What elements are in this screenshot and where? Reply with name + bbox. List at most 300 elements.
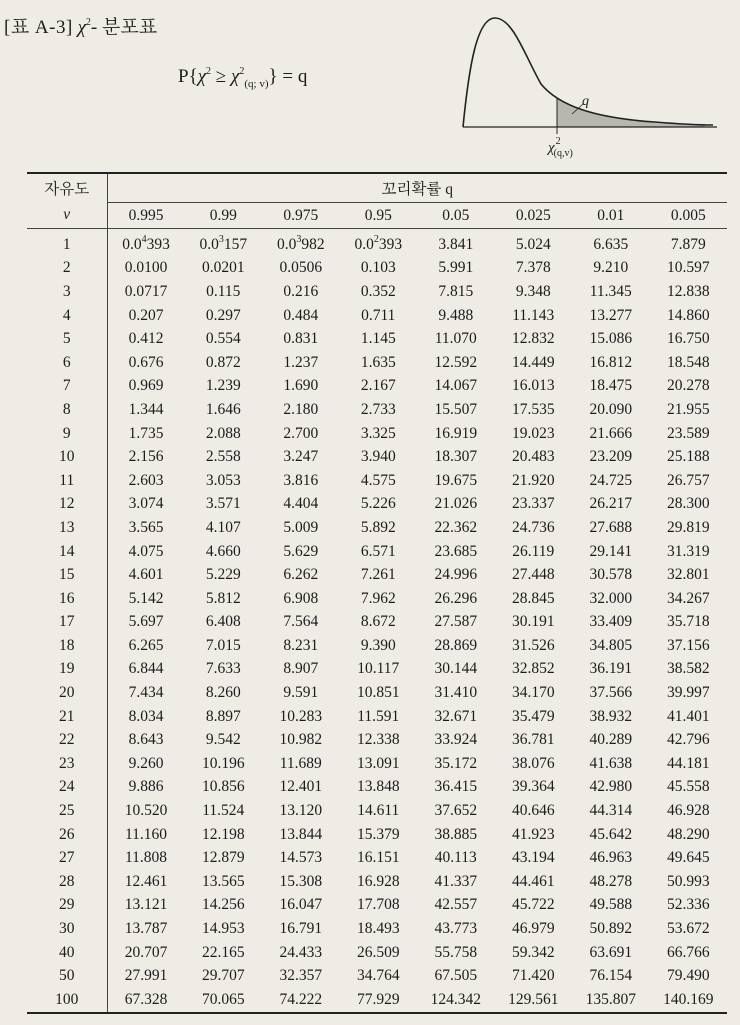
value-cell: 11.808 — [124, 849, 168, 867]
value-cell: 10.283 — [279, 707, 323, 725]
value-cell: 3.074 — [128, 495, 164, 513]
table-row — [27, 257, 727, 281]
value-cell: 30.191 — [511, 613, 555, 631]
table-row — [27, 611, 727, 635]
value-cell: 36.415 — [434, 778, 478, 796]
value-cell: 23.209 — [589, 448, 633, 466]
value-cell: 14.067 — [434, 377, 478, 395]
value-cell: 8.643 — [128, 731, 164, 749]
value-cell: 20.483 — [511, 448, 555, 466]
value-base: 5.024 — [515, 235, 551, 253]
value-cell: 49.588 — [589, 896, 633, 914]
value-cell: 45.722 — [511, 896, 555, 914]
value-cell: 1.237 — [283, 353, 319, 371]
value-cell: 38.932 — [589, 707, 633, 725]
value-exponent: 3 — [218, 233, 224, 245]
value-cell: 15.379 — [356, 825, 400, 843]
value-cell: 0.484 — [283, 306, 319, 324]
dof-cell: 9 — [27, 422, 107, 446]
value-cell: 67.505 — [434, 967, 478, 985]
value-cell: 11.143 — [512, 306, 555, 324]
value-cell: 9.591 — [283, 684, 319, 702]
value-cell — [650, 229, 728, 257]
value-cell: 52.336 — [666, 896, 710, 914]
value-cell: 46.979 — [511, 920, 555, 938]
value-cell: 13.565 — [201, 872, 245, 890]
value-base: 7.879 — [670, 235, 706, 253]
value-cell: 0.711 — [361, 306, 396, 324]
dof-cell: 18 — [27, 634, 107, 658]
value-cell: 8.897 — [205, 707, 241, 725]
value-base: 0.0 — [354, 235, 374, 253]
value-cell: 124.342 — [417, 988, 495, 1013]
value-cell: 0.115 — [206, 282, 241, 300]
value-cell: 3.571 — [205, 495, 241, 513]
value-cell: 24.725 — [589, 471, 633, 489]
value-cell — [417, 229, 495, 257]
value-cell: 9.488 — [438, 306, 474, 324]
table-row — [27, 776, 727, 800]
value-cell: 6.265 — [128, 636, 164, 654]
value-exponent: 4 — [141, 233, 147, 245]
value-cell: 6.844 — [128, 660, 164, 678]
value-cell: 14.953 — [201, 920, 245, 938]
value-cell: 9.886 — [128, 778, 164, 796]
value-cell: 2.603 — [128, 471, 164, 489]
value-cell: 18.307 — [434, 448, 478, 466]
value-cell: 0.0717 — [124, 282, 168, 300]
value-cell: 6.262 — [283, 566, 319, 584]
value-cell: 21.955 — [666, 400, 710, 418]
dof-cell: 6 — [27, 351, 107, 375]
table-row — [27, 846, 727, 870]
value-cell: 32.671 — [434, 707, 478, 725]
q-value-header: 0.01 — [572, 203, 650, 229]
value-cell: 5.812 — [205, 589, 241, 607]
value-cell: 0.0201 — [201, 259, 245, 277]
value-cell: 30.144 — [434, 660, 478, 678]
dof-cell: 29 — [27, 894, 107, 918]
value-cell: 9.210 — [593, 259, 629, 277]
value-exponent: 2 — [373, 233, 379, 245]
tail-probability-label: q — [582, 94, 589, 109]
dof-cell: 8 — [27, 398, 107, 422]
value-cell: 0.676 — [128, 353, 164, 371]
formula-prefix: P{ — [178, 66, 198, 87]
table-row — [27, 304, 727, 328]
value-cell: 20.707 — [124, 943, 168, 961]
value-cell: 0.207 — [128, 306, 164, 324]
formula-subscript: (q; v) — [244, 77, 269, 90]
value-cell: 8.907 — [283, 660, 319, 678]
title-chi-symbol: χ — [77, 17, 86, 38]
table-row — [27, 493, 727, 517]
formula-suffix: } = q — [268, 66, 308, 87]
value-cell: 8.672 — [360, 613, 396, 631]
value-cell: 20.090 — [589, 400, 633, 418]
value-cell: 34.267 — [666, 589, 710, 607]
value-cell: 11.160 — [124, 825, 168, 843]
value-cell: 15.308 — [279, 872, 323, 890]
q-value-header: 0.95 — [340, 203, 418, 229]
dof-cell: 17 — [27, 611, 107, 635]
value-cell: 14.256 — [201, 896, 245, 914]
value-cell: 31.319 — [666, 542, 710, 560]
value-cell: 4.404 — [283, 495, 319, 513]
value-cell: 14.860 — [666, 306, 710, 324]
value-cell: 21.666 — [589, 424, 633, 442]
value-cell: 13.120 — [279, 802, 323, 820]
value-cell: 13.091 — [356, 754, 400, 772]
value-cell — [340, 229, 418, 257]
table-row — [27, 398, 727, 422]
value-cell: 27.448 — [511, 566, 555, 584]
q-value-header: 0.99 — [185, 203, 263, 229]
value-cell: 10.597 — [666, 259, 710, 277]
value-cell: 34.170 — [511, 684, 555, 702]
value-cell: 20.278 — [666, 377, 710, 395]
value-cell: 0.297 — [205, 306, 241, 324]
q-value-header: 0.995 — [107, 203, 185, 229]
q-value-header: 0.025 — [495, 203, 573, 229]
value-cell: 1.239 — [205, 377, 241, 395]
value-cell: 3.325 — [360, 424, 396, 442]
value-cell: 16.928 — [356, 872, 400, 890]
critical-value-label — [548, 136, 579, 159]
value-cell: 15.086 — [589, 330, 633, 348]
value-cell: 40.113 — [434, 849, 477, 867]
value-cell: 1.646 — [205, 400, 241, 418]
value-cell: 50.892 — [589, 920, 633, 938]
value-digits: 157 — [223, 235, 248, 253]
value-cell: 11.524 — [202, 802, 245, 820]
value-cell: 26.509 — [356, 943, 400, 961]
table-tag: [표 A-3] — [4, 17, 73, 38]
value-cell: 28.300 — [666, 495, 710, 513]
dof-cell: 24 — [27, 776, 107, 800]
value-cell: 4.075 — [128, 542, 164, 560]
table-row — [27, 705, 727, 729]
value-cell: 5.009 — [283, 518, 319, 536]
table-row — [27, 728, 727, 752]
probability-formula: $P\{\chi^2 \ge \chi^2_{(q; v)}\} = q$ — [178, 65, 308, 90]
value-cell: 45.642 — [589, 825, 633, 843]
value-cell: 39.997 — [666, 684, 710, 702]
value-cell: 5.229 — [205, 566, 241, 584]
value-cell: 34.805 — [589, 636, 633, 654]
table-row — [27, 422, 727, 446]
value-cell: 16.151 — [356, 849, 400, 867]
dof-cell: 3 — [27, 280, 107, 304]
value-cell: 5.991 — [438, 259, 474, 277]
value-cell: 33.924 — [434, 731, 478, 749]
q-value-header: 0.975 — [262, 203, 340, 229]
value-cell: 10.520 — [124, 802, 168, 820]
value-cell: 18.493 — [356, 920, 400, 938]
value-cell: 17.535 — [511, 400, 555, 418]
value-cell: 45.558 — [666, 778, 710, 796]
value-cell: 19.023 — [511, 424, 555, 442]
value-cell: 0.831 — [283, 330, 319, 348]
value-cell: 12.879 — [201, 849, 245, 867]
value-cell: 12.198 — [201, 825, 245, 843]
value-cell: 8.231 — [283, 636, 319, 654]
dof-cell: 30 — [27, 917, 107, 941]
value-cell: 14.611 — [357, 802, 400, 820]
value-cell — [185, 229, 263, 257]
chi-square-density-diagram — [455, 6, 725, 136]
value-cell: 41.401 — [666, 707, 710, 725]
value-cell: 8.034 — [128, 707, 164, 725]
value-cell: 4.107 — [205, 518, 241, 536]
value-cell: 59.342 — [511, 943, 555, 961]
value-cell: 6.408 — [205, 613, 241, 631]
value-cell: 6.908 — [283, 589, 319, 607]
value-cell: 40.289 — [589, 731, 633, 749]
value-cell: 26.757 — [666, 471, 710, 489]
value-cell: 46.963 — [589, 849, 633, 867]
value-cell: 4.601 — [128, 566, 164, 584]
table-row — [27, 563, 727, 587]
dof-cell: 5 — [27, 327, 107, 351]
value-cell: 29.707 — [201, 967, 245, 985]
dof-cell: 7 — [27, 375, 107, 399]
table-row — [27, 964, 727, 988]
value-cell: 0.554 — [205, 330, 241, 348]
value-cell: 10.856 — [201, 778, 245, 796]
value-cell: 12.338 — [356, 731, 400, 749]
dof-cell: 22 — [27, 728, 107, 752]
density-curve — [463, 18, 713, 127]
value-cell: 28.845 — [511, 589, 555, 607]
value-base: 6.635 — [593, 235, 629, 253]
value-cell: 1.690 — [283, 377, 319, 395]
value-cell: 79.490 — [666, 967, 710, 985]
value-cell: 36.781 — [511, 731, 555, 749]
value-base: 3.841 — [438, 235, 474, 253]
value-cell: 0.412 — [128, 330, 164, 348]
dof-cell: 21 — [27, 705, 107, 729]
value-cell: 32.852 — [511, 660, 555, 678]
table-row — [27, 445, 727, 469]
value-cell: 11.591 — [357, 707, 400, 725]
table-row — [27, 587, 727, 611]
nu-header: ν — [27, 203, 107, 229]
table-row — [27, 229, 727, 257]
value-cell: 8.260 — [205, 684, 241, 702]
value-cell: 55.758 — [434, 943, 478, 961]
value-cell: 9.390 — [360, 636, 396, 654]
value-cell: 5.892 — [360, 518, 396, 536]
value-digits: 982 — [301, 235, 325, 253]
value-cell: 14.449 — [511, 353, 555, 371]
value-cell: 12.832 — [511, 330, 555, 348]
value-cell: 3.565 — [128, 518, 164, 536]
value-cell: 7.564 — [283, 613, 319, 631]
dof-cell: 11 — [27, 469, 107, 493]
value-exponent: 3 — [296, 233, 302, 245]
value-cell: 10.196 — [201, 754, 245, 772]
value-cell: 21.920 — [511, 471, 555, 489]
value-cell: 35.172 — [434, 754, 478, 772]
value-cell: 5.629 — [283, 542, 319, 560]
value-cell: 44.314 — [589, 802, 633, 820]
value-cell: 15.507 — [434, 400, 478, 418]
value-cell: 2.700 — [283, 424, 319, 442]
value-cell: 129.561 — [495, 988, 573, 1013]
value-cell: 27.688 — [589, 518, 633, 536]
value-cell — [572, 229, 650, 257]
dof-cell: 10 — [27, 445, 107, 469]
value-cell: 44.461 — [511, 872, 555, 890]
value-cell: 3.247 — [283, 448, 319, 466]
value-cell: 24.996 — [434, 566, 478, 584]
value-cell: 32.801 — [666, 566, 710, 584]
value-cell: 41.337 — [434, 872, 478, 890]
value-cell: 12.592 — [434, 353, 478, 371]
table-row — [27, 941, 727, 965]
value-cell — [107, 229, 185, 257]
value-cell: 49.645 — [666, 849, 710, 867]
value-cell: 16.791 — [279, 920, 323, 938]
value-cell: 9.542 — [205, 731, 241, 749]
dof-cell: 26 — [27, 823, 107, 847]
table-row — [27, 894, 727, 918]
value-cell: 71.420 — [511, 967, 555, 985]
page-title — [4, 12, 157, 39]
value-cell: 11.345 — [589, 282, 632, 300]
value-cell: 26.119 — [512, 542, 555, 560]
dof-cell: 23 — [27, 752, 107, 776]
value-cell: 7.378 — [515, 259, 551, 277]
value-cell: 12.461 — [124, 872, 168, 890]
value-digits: 393 — [146, 235, 170, 253]
value-cell: 50.993 — [666, 872, 710, 890]
value-cell: 36.191 — [589, 660, 633, 678]
dof-cell: 16 — [27, 587, 107, 611]
dof-cell: 25 — [27, 799, 107, 823]
value-base: 0.0 — [199, 235, 219, 253]
value-cell: 33.409 — [589, 613, 633, 631]
value-cell: 2.167 — [360, 377, 396, 395]
value-base: 0.0 — [276, 235, 297, 253]
value-cell: 0.969 — [128, 377, 164, 395]
value-cell: 9.260 — [128, 754, 164, 772]
dof-cell: 28 — [27, 870, 107, 894]
q-value-header: 0.005 — [650, 203, 728, 229]
value-digits: 393 — [378, 235, 403, 253]
value-cell: 77.929 — [340, 988, 418, 1013]
value-cell: 31.410 — [434, 684, 478, 702]
value-cell: 13.277 — [589, 306, 633, 324]
value-cell: 37.566 — [589, 684, 633, 702]
value-cell: 48.278 — [589, 872, 633, 890]
value-cell: 1.344 — [128, 400, 164, 418]
value-cell: 7.962 — [360, 589, 396, 607]
value-cell: 7.015 — [205, 636, 241, 654]
value-cell: 2.156 — [128, 448, 164, 466]
value-cell: 46.928 — [666, 802, 710, 820]
critical-chi-sub: (q,v) — [553, 148, 573, 159]
value-cell: 42.980 — [589, 778, 633, 796]
value-cell: 12.838 — [666, 282, 710, 300]
table-row — [27, 658, 727, 682]
value-cell: 35.718 — [666, 613, 710, 631]
value-cell: 2.088 — [205, 424, 241, 442]
table-row — [27, 634, 727, 658]
dof-header: 자유도 — [27, 173, 107, 203]
value-cell: 18.548 — [666, 353, 710, 371]
q-value-header: 0.05 — [417, 203, 495, 229]
value-cell: 27.587 — [434, 613, 478, 631]
value-cell: 0.0100 — [124, 259, 168, 277]
dof-cell: 4 — [27, 304, 107, 328]
value-cell: 42.796 — [666, 731, 710, 749]
table-row — [27, 988, 727, 1013]
table-row — [27, 469, 727, 493]
dof-cell: 1 — [27, 229, 107, 257]
table-row — [27, 917, 727, 941]
table-row — [27, 375, 727, 399]
value-cell: 7.261 — [360, 566, 396, 584]
value-cell: 3.053 — [205, 471, 241, 489]
value-cell: 4.575 — [360, 471, 396, 489]
table-row — [27, 799, 727, 823]
value-cell: 41.638 — [589, 754, 633, 772]
value-cell: 1.145 — [360, 330, 396, 348]
value-cell: 19.675 — [434, 471, 478, 489]
value-cell: 140.169 — [650, 988, 728, 1013]
value-cell: 5.142 — [128, 589, 164, 607]
value-cell: 2.733 — [360, 400, 396, 418]
title-suffix: - 분포표 — [90, 17, 158, 38]
dof-cell: 14 — [27, 540, 107, 564]
value-cell: 44.181 — [666, 754, 710, 772]
value-cell: 40.646 — [511, 802, 555, 820]
table-row — [27, 540, 727, 564]
dof-cell: 19 — [27, 658, 107, 682]
value-cell: 5.226 — [360, 495, 396, 513]
value-cell: 32.000 — [589, 589, 633, 607]
dof-cell: 20 — [27, 681, 107, 705]
value-cell: 42.557 — [434, 896, 478, 914]
dof-cell: 50 — [27, 964, 107, 988]
dof-cell: 100 — [27, 988, 107, 1013]
formula-chi-2: χ — [230, 66, 240, 87]
value-cell: 0.872 — [205, 353, 241, 371]
value-cell: 43.194 — [511, 849, 555, 867]
value-cell: 30.578 — [589, 566, 633, 584]
value-cell — [262, 229, 340, 257]
value-cell: 23.589 — [666, 424, 710, 442]
formula-chi: χ — [197, 66, 207, 87]
value-cell: 70.065 — [185, 988, 263, 1013]
value-cell: 53.672 — [666, 920, 710, 938]
chi-square-table — [27, 172, 727, 1014]
title-chi-superscript: 2 — [85, 16, 91, 28]
value-cell: 13.844 — [279, 825, 323, 843]
value-cell: 4.660 — [205, 542, 241, 560]
value-cell: 21.026 — [434, 495, 478, 513]
value-cell: 74.222 — [262, 988, 340, 1013]
value-cell: 24.433 — [279, 943, 323, 961]
critical-chi-sup: 2 — [555, 136, 561, 147]
dof-cell: 40 — [27, 941, 107, 965]
value-cell: 12.401 — [279, 778, 323, 796]
value-cell: 1.635 — [360, 353, 396, 371]
value-cell: 41.923 — [511, 825, 555, 843]
value-cell: 7.815 — [438, 282, 474, 300]
